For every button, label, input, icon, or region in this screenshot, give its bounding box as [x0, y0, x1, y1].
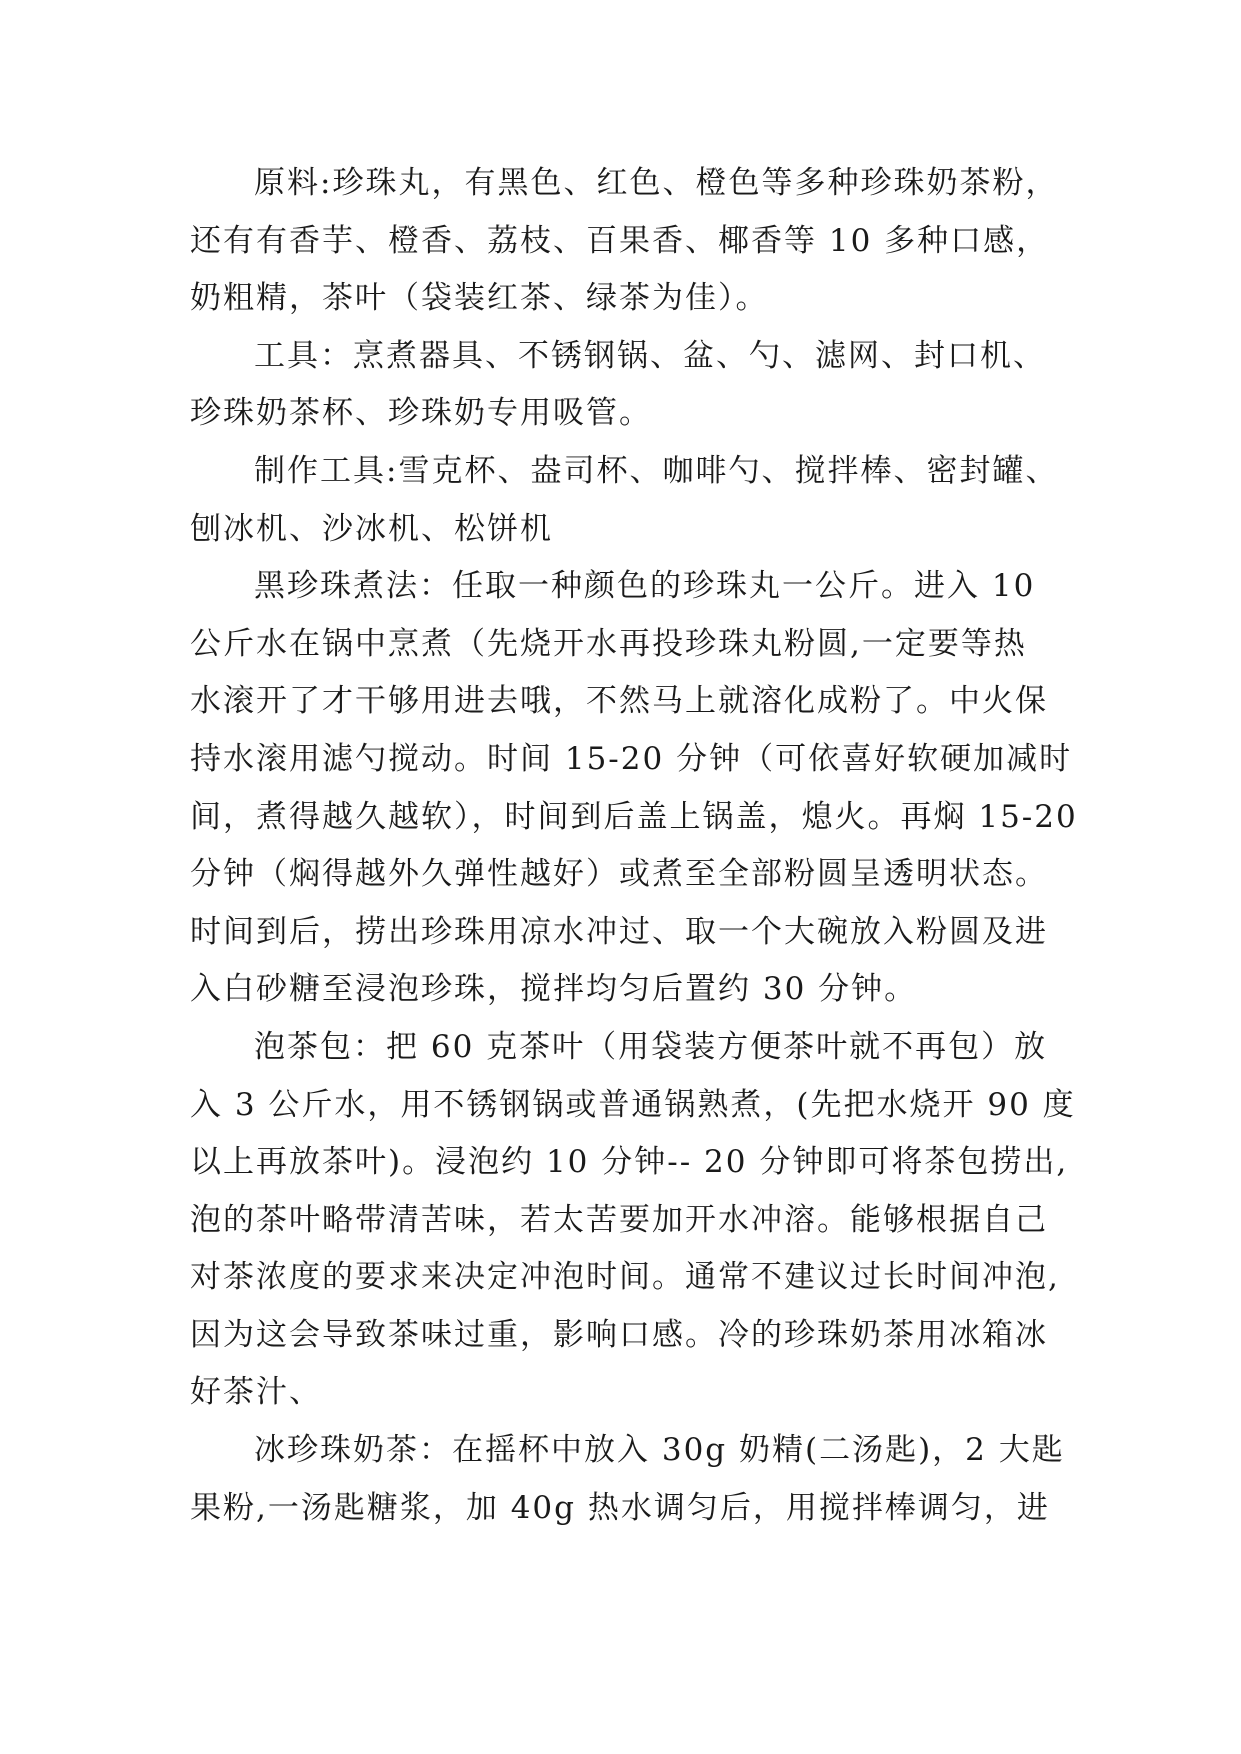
paragraph-tea-bag-line: 以上再放茶叶)。浸泡约 10 分钟-- 20 分钟即可将茶包捞出, — [190, 1144, 1069, 1181]
paragraph-tea-bag-line: 因为这会导致茶味过重，影响口感。冷的珍珠奶茶用冰箱冰 — [190, 1316, 1048, 1353]
paragraph-tea-bag-line: 对茶浓度的要求来决定冲泡时间。通常不建议过长时间冲泡, — [190, 1259, 1060, 1296]
paragraph-tea-bag-line: 好茶汁、 — [190, 1374, 322, 1411]
paragraph-tools-line: 珍珠奶茶杯、珍珠奶专用吸管。 — [190, 395, 652, 432]
paragraph-pearl-cooking-line: 分钟（焖得越外久弹性越好）或煮至全部粉圆呈透明状态。 — [190, 856, 1048, 893]
paragraph-ingredients-line: 奶粗精，茶叶（袋装红茶、绿茶为佳）。 — [190, 280, 769, 317]
paragraph-pearl-cooking-line: 公斤水在锅中烹煮（先烧开水再投珍珠丸粉圆,一定要等热 — [190, 625, 1027, 662]
paragraph-iced-milk-tea-line: 冰珍珠奶茶：在摇杯中放入 30g 奶精(二汤匙)，2 大匙 — [254, 1432, 1065, 1469]
paragraph-pearl-cooking-line: 入白砂糖至浸泡珍珠，搅拌均匀后置约 30 分钟。 — [190, 971, 918, 1008]
paragraph-pearl-cooking-line: 持水滚用滤勺搅动。时间 15-20 分钟（可依喜好软硬加减时 — [190, 740, 1073, 777]
paragraph-pearl-cooking-line: 间，煮得越久越软），时间到后盖上锅盖，熄火。再焖 15-20 — [190, 798, 1078, 835]
paragraph-pearl-cooking-line: 黑珍珠煮法：任取一种颜色的珍珠丸一公斤。进入 10 — [254, 568, 1036, 605]
paragraph-iced-milk-tea-line: 果粉,一汤匙糖浆，加 40g 热水调匀后，用搅拌棒调匀，进 — [190, 1489, 1050, 1526]
paragraph-ingredients-line: 原料:珍珠丸，有黑色、红色、橙色等多种珍珠奶茶粉， — [254, 165, 1059, 201]
paragraph-pearl-cooking-line: 时间到后，捞出珍珠用凉水冲过、取一个大碗放入粉圆及进 — [190, 913, 1048, 950]
paragraph-ingredients-line: 还有有香芋、橙香、荔枝、百果香、椰香等 10 多种口感， — [190, 222, 1050, 259]
paragraph-tea-bag-line: 入 3 公斤水，用不锈钢锅或普通锅熟煮，(先把水烧开 90 度 — [190, 1086, 1076, 1123]
document-body — [190, 155, 1078, 1537]
paragraph-pearl-cooking-line: 水滚开了才干够用进去哦，不然马上就溶化成粉了。中火保 — [190, 683, 1048, 720]
paragraph-tea-bag-line: 泡的茶叶略带清苦味，若太苦要加开水冲溶。能够根据自己 — [190, 1201, 1048, 1238]
paragraph-tools-line: 工具：烹煮器具、不锈钢锅、盆、勺、滤网、封口机、 — [254, 337, 1046, 374]
paragraph-making-tools-line: 刨冰机、沙冰机、松饼机 — [190, 510, 553, 547]
paragraph-tea-bag-line: 泡茶包：把 60 克茶叶（用袋装方便茶叶就不再包）放 — [254, 1028, 1048, 1065]
paragraph-making-tools-line: 制作工具:雪克杯、盎司杯、咖啡勺、搅拌棒、密封罐、 — [254, 452, 1059, 489]
